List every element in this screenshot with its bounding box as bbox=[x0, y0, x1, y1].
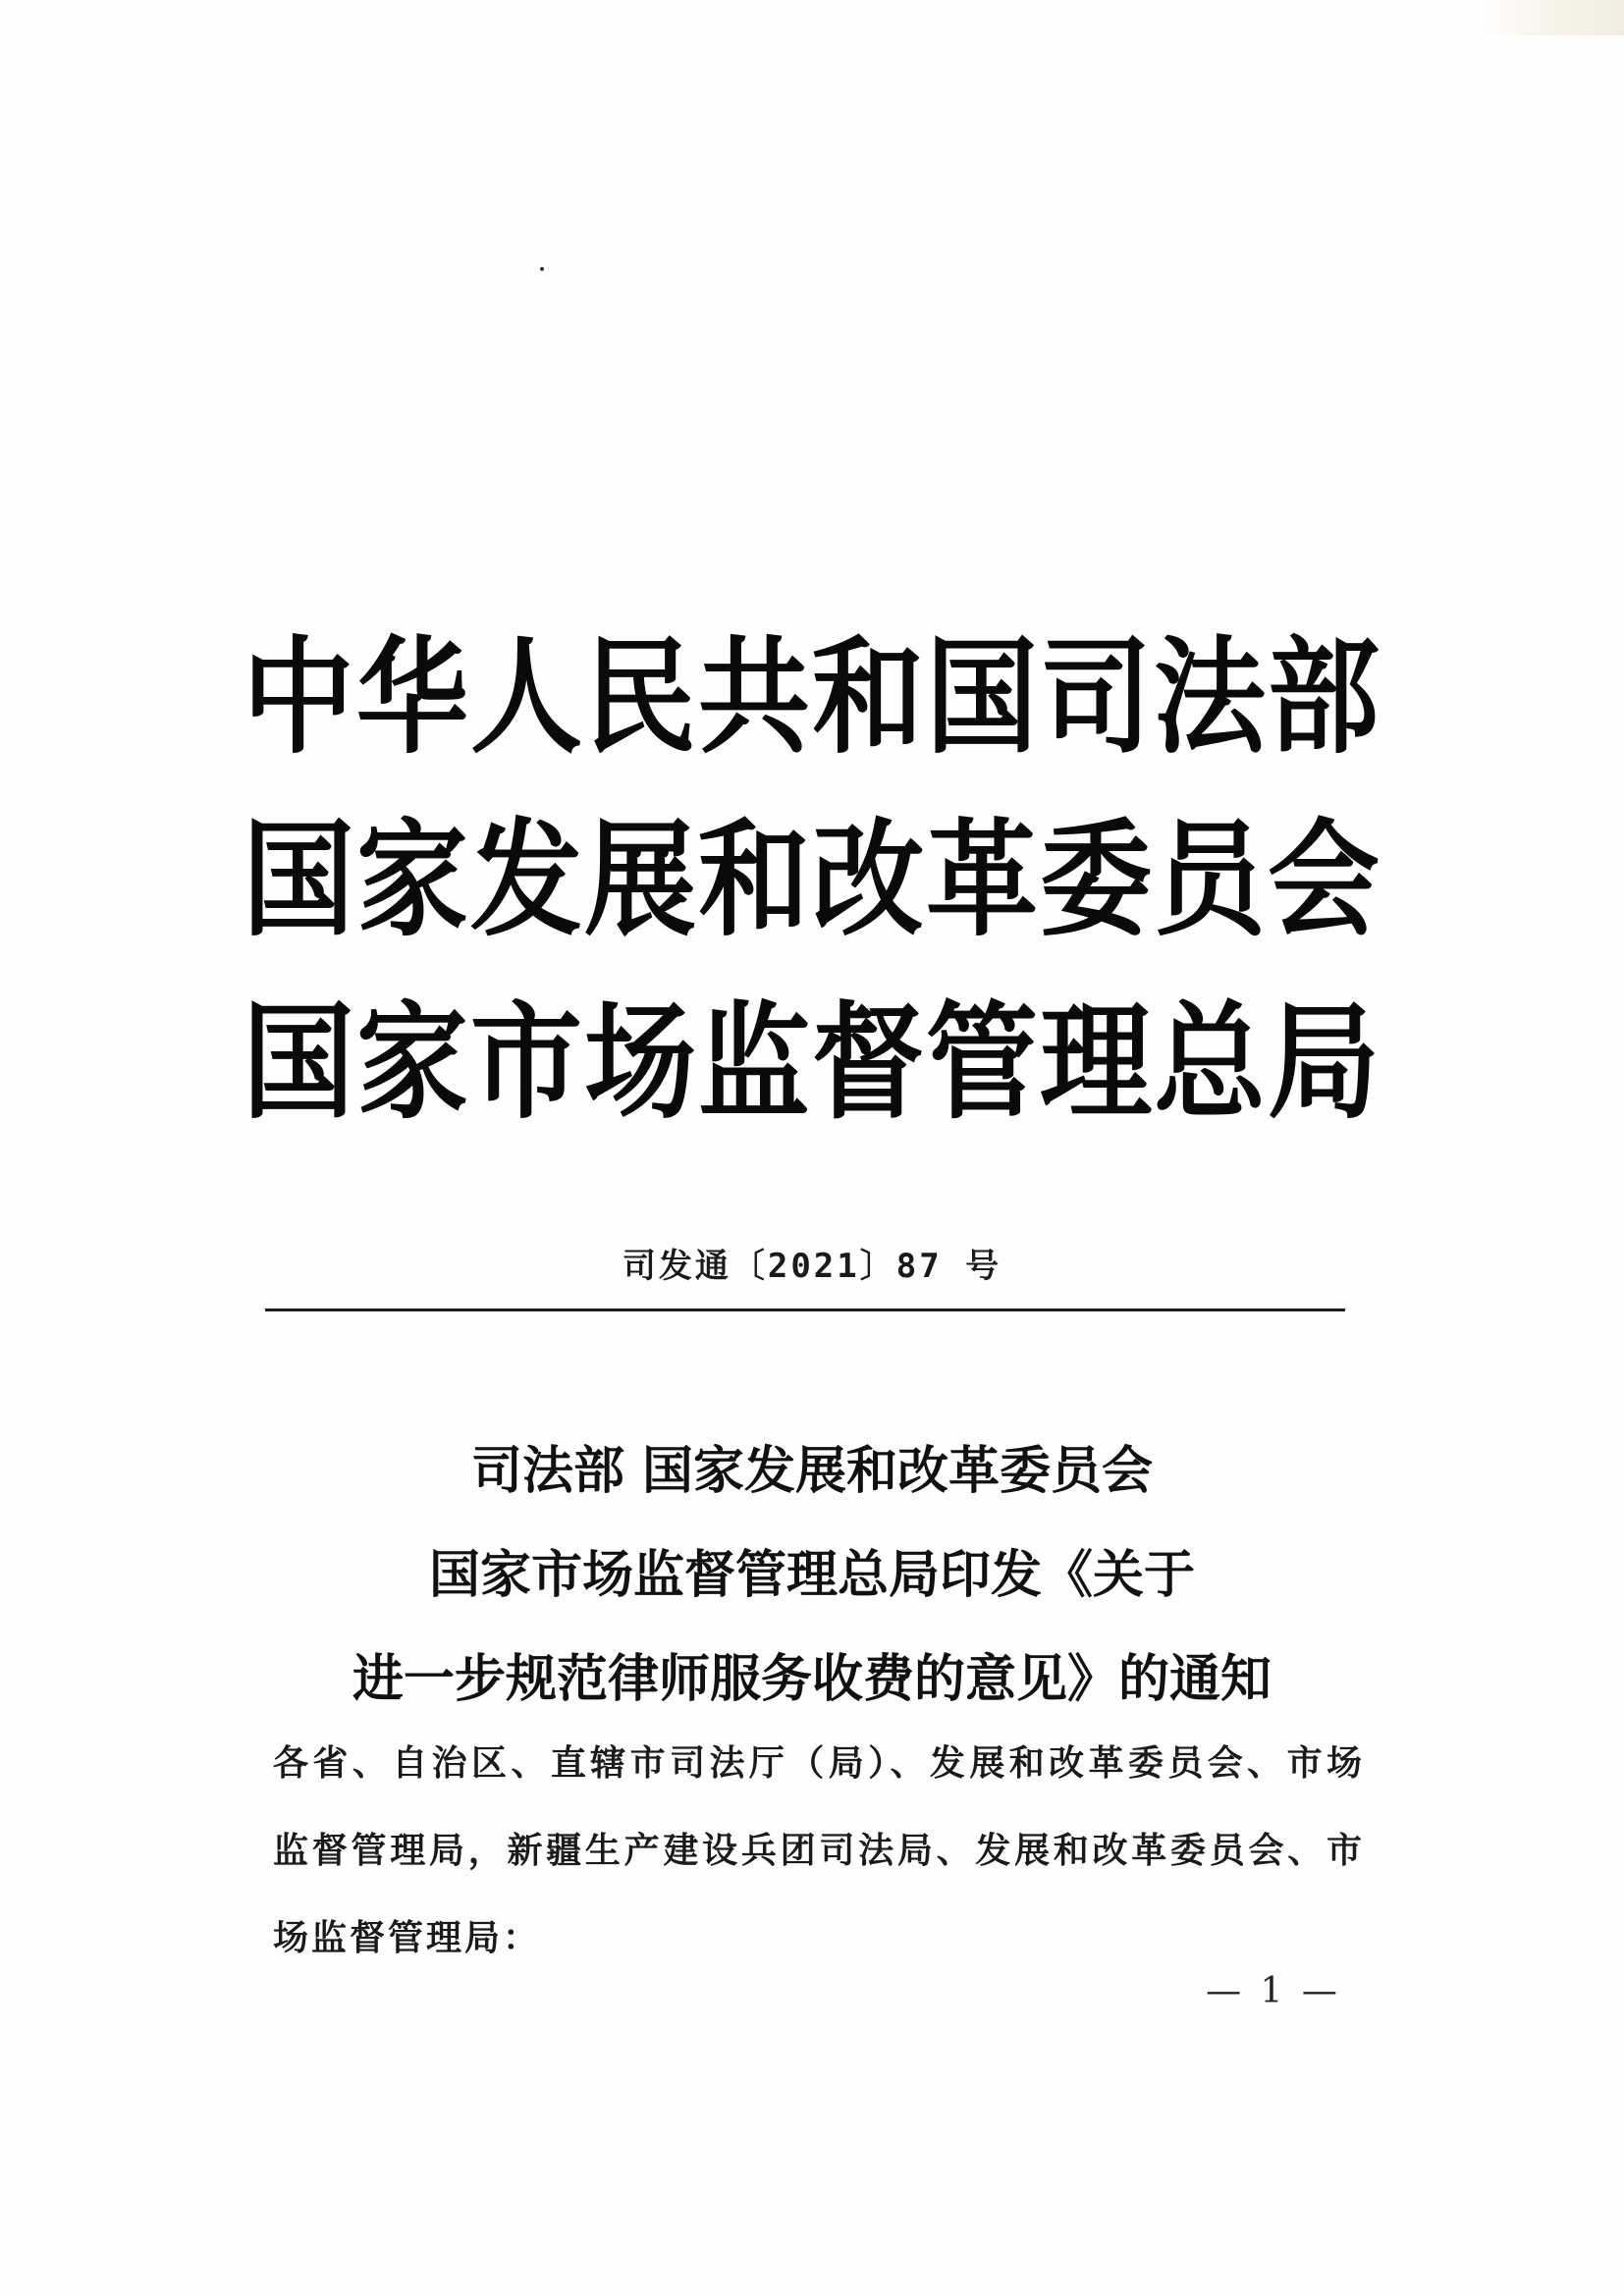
title-line: 进一步规范律师服务收费的意见》的通知 bbox=[352, 1650, 1272, 1709]
document-title bbox=[0, 1419, 1624, 1732]
header-divider bbox=[265, 1308, 1345, 1311]
document-number: 司发通〔2021〕87 号 bbox=[622, 1247, 1002, 1286]
scan-speck bbox=[539, 266, 544, 271]
title-line: 司法部 国家发展和改革委员会 bbox=[470, 1442, 1154, 1501]
issuing-authority-line: 国家发展和改革委员会 bbox=[242, 806, 1381, 953]
issuing-authority-line: 中华人民共和国司法部 bbox=[242, 623, 1381, 771]
issuing-authority-line: 国家市场监督管理总局 bbox=[242, 988, 1381, 1136]
addressee-paragraph: 各省、自治区、直辖市司法厅（局）、发展和改革委员会、市场监督管理局，新疆生产建设兵团司法局、发展和改革委员会、市场监督管理局： bbox=[273, 1742, 1365, 1958]
scan-corner-shadow bbox=[1477, 0, 1624, 35]
issuing-authorities-header bbox=[0, 607, 1624, 1154]
title-line: 国家市场监督管理总局印发《关于 bbox=[428, 1546, 1195, 1605]
page-number: — 1 — bbox=[1206, 1971, 1341, 2011]
